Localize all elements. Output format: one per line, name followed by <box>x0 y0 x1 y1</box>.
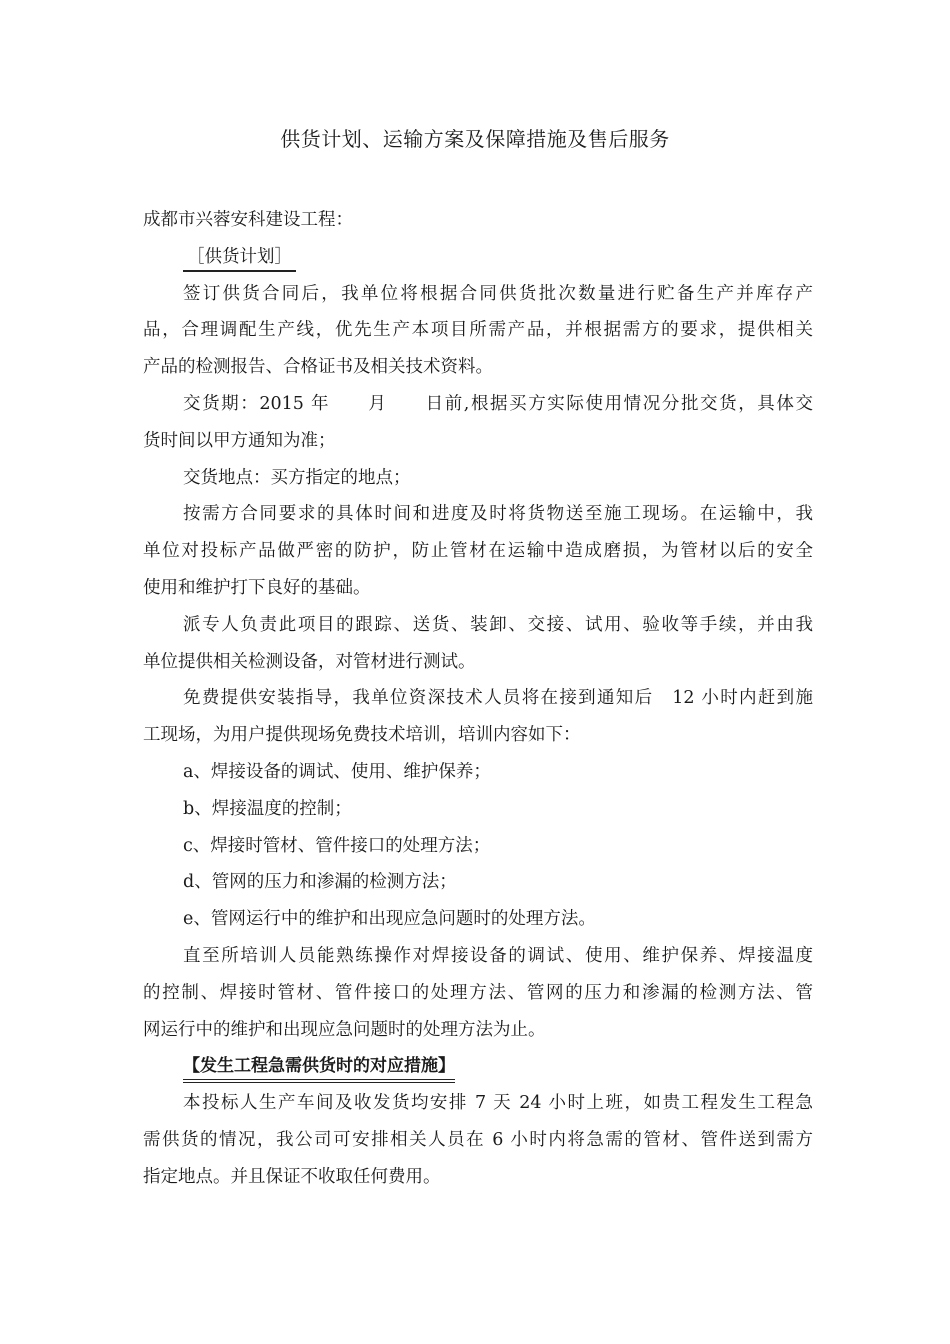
paragraph-line: 货时间以甲方通知为准； <box>143 430 336 451</box>
section-heading-emergency: 【发生工程急需供货时的对应措施】 <box>183 1053 455 1083</box>
list-item: b、焊接温度的控制； <box>183 798 352 819</box>
paragraph-line: 交货地点：买方指定的地点； <box>183 467 411 488</box>
list-item: c、焊接时管材、管件接口的处理方法； <box>183 835 491 856</box>
paragraph-line: 签订供货合同后，我单位将根据合同供货批次数量进行贮备生产并库存产 <box>183 283 813 304</box>
paragraph-line: 按需方合同要求的具体时间和进度及时将货物送至施工现场。在运输中，我 <box>183 504 813 525</box>
paragraph-line: 本投标人生产车间及收发货均安排 7 天 24 小时上班，如贵工程发生工程急 <box>183 1093 813 1114</box>
paragraph-line: 指定地点。并且保证不收取任何费用。 <box>143 1166 441 1187</box>
document-body <box>143 202 813 1196</box>
paragraph-line: 直至所培训人员能熟练操作对焊接设备的调试、使用、维护保养、焊接温度 <box>183 945 813 966</box>
paragraph-line: 使用和维护打下良好的基础。 <box>143 577 371 598</box>
paragraph-line: 工现场，为用户提供现场免费技术培训，培训内容如下： <box>143 725 581 746</box>
paragraph-line: 的控制、焊接时管材、管件接口的处理方法、管网的压力和渗漏的检测方法、管 <box>143 982 813 1003</box>
section-heading-emergency-row <box>143 1048 813 1085</box>
section-heading-supply-plan: ［供货计划］ <box>183 244 296 272</box>
section-heading-supply-plan-row <box>143 239 813 276</box>
list-item: a、焊接设备的调试、使用、维护保养； <box>183 761 491 782</box>
addressee: 成都市兴蓉安科建设工程： <box>143 210 353 230</box>
paragraph-line: 网运行中的维护和出现应急问题时的处理方法为止。 <box>143 1019 546 1040</box>
paragraph-line: 需供货的情况，我公司可安排相关人员在 6 小时内将急需的管材、管件送到需方 <box>143 1129 813 1150</box>
paragraph-line: 单位提供相关检测设备，对管材进行测试。 <box>143 651 476 672</box>
paragraph-line: 免费提供安装指导，我单位资深技术人员将在接到通知后 12 小时内赶到施 <box>183 688 813 709</box>
paragraph-line: 派专人负责此项目的跟踪、送货、装卸、交接、试用、验收等手续，并由我 <box>183 614 813 635</box>
list-item: d、管网的压力和渗漏的检测方法； <box>183 872 457 893</box>
paragraph-line: 品，合理调配生产线，优先生产本项目所需产品，并根据需方的要求，提供相关 <box>143 320 813 341</box>
paragraph-line: 交货期：2015 年 月 日前,根据买方实际使用情况分批交货，具体交 <box>183 393 813 414</box>
document-title: 供货计划、运输方案及保障措施及售后服务 <box>280 127 670 151</box>
paragraph-line: 单位对投标产品做严密的防护，防止管材在运输中造成磨损，为管材以后的安全 <box>143 541 813 562</box>
paragraph-line: 产品的检测报告、合格证书及相关技术资料。 <box>143 357 493 378</box>
list-item: e、管网运行中的维护和出现应急问题时的处理方法。 <box>183 909 596 930</box>
